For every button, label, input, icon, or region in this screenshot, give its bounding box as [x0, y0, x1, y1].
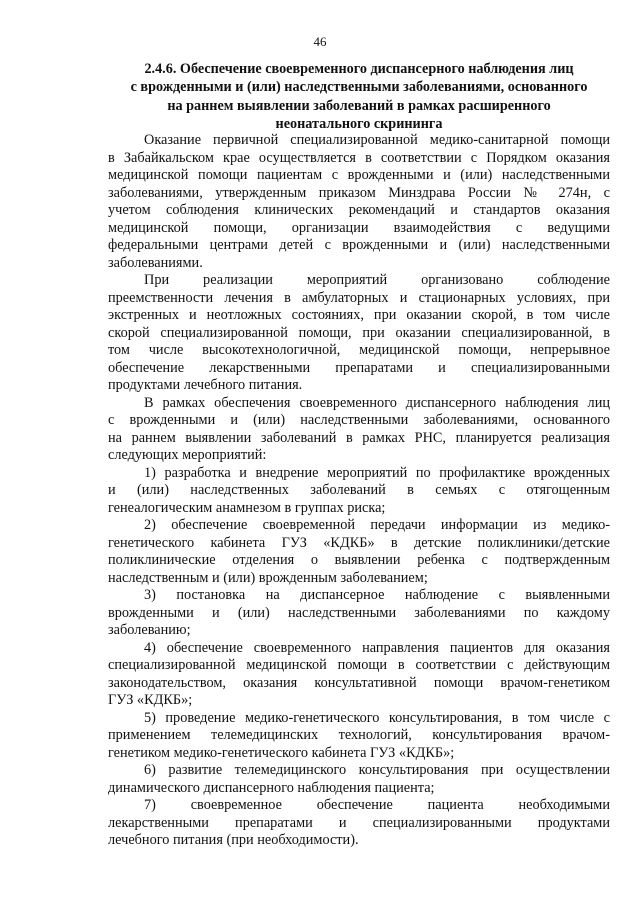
paragraph [108, 517, 610, 587]
paragraph-line: заболеваниями. [108, 254, 203, 271]
paragraph-line: 5) проведение медико-генетического консультирования, в том числе с [144, 709, 610, 726]
paragraph-line: продуктами лечебного питания. [108, 377, 303, 393]
paragraph-line: генетиком медико-генетического кабинета ГУЗ «КДКБ»; [108, 744, 455, 761]
paragraph-line: динамического диспансерного наблюдения пациента; [108, 779, 435, 796]
paragraph-line: 2) обеспечение своевременной передачи информации из медико- [144, 517, 610, 533]
paragraph-line: с врожденными и (или) наследственными заболеваниями, основанного [108, 412, 610, 428]
paragraph-line: специализированной медицинской помощи в соответствии с действующим [108, 657, 610, 673]
paragraph-line: генетического кабинета ГУЗ «КДКБ» в детские поликлиники/детские [108, 534, 610, 551]
paragraph-line: следующих мероприятий: [108, 447, 267, 463]
paragraph-line: Оказание первичной специализированной медико-санитарной помощи [144, 132, 610, 148]
paragraph-line: медицинской помощи, организации взаимодействия с ведущими [108, 219, 610, 236]
paragraph-line: экстренных и неотложных состояниях, при оказании скорой, в том числе [108, 307, 610, 323]
paragraph-line: 3) постановка на диспансерное наблюдение с выявленными [144, 587, 610, 603]
paragraph-line: в Забайкальском крае осуществляется в соответствии с Порядком оказания [108, 149, 610, 166]
paragraph-line: применением телемедицинских технологий, консультирования врачом- [108, 727, 610, 743]
paragraph-line: учетом соблюдения клинических рекомендаций и стандартов оказания [108, 202, 610, 218]
paragraph-line: преемственности лечения в амбулаторных и стационарных условиях, при [108, 289, 610, 306]
paragraph-line: лекарственными препаратами и специализированными продуктами [108, 814, 610, 831]
paragraph [108, 640, 610, 710]
paragraph-line: В рамках обеспечения своевременного диспансерного наблюдения лиц [144, 394, 610, 411]
paragraph-line: генеалогическим анамнезом в группах риска; [108, 499, 386, 516]
paragraph-line: поликлинические отделения о выявлении ребенка с подтвержденным [108, 552, 610, 568]
paragraph-line: врожденными и (или) наследственными заболеваниями по каждому [108, 604, 610, 621]
section-title-line: с врожденными и (или) наследственными заболеваниями, основанного [130, 79, 588, 96]
page-number: 46 [313, 34, 327, 49]
section-title-line: неонатального скрининга [275, 116, 443, 133]
paragraph-line: обеспечение лекарственными препаратами и специализированными [108, 359, 610, 376]
paragraph-line: федеральными центрами детей с врожденными и (или) наследственными [108, 237, 610, 253]
paragraph [108, 272, 610, 395]
paragraph-line: и (или) наследственных заболеваний в семьях с отягощенным [108, 482, 610, 498]
paragraph-line: заболеваниями, утвержденным приказом Минздрава России № 274н, с [108, 184, 610, 201]
section-title [108, 60, 610, 134]
paragraph-line: медицинской помощи пациентам с врожденными и (или) наследственными [108, 167, 610, 183]
paragraph-line: ГУЗ «КДКБ»; [108, 692, 193, 708]
paragraph-line: 1) разработка и внедрение мероприятий по профилактике врожденных [144, 464, 610, 481]
paragraph-line: 7) своевременное обеспечение пациента необходимыми [144, 797, 610, 813]
paragraph-line: том числе высокотехнологичной, медицинской помощи, непрерывное [108, 342, 610, 358]
paragraph-line: заболеванию; [108, 622, 191, 638]
paragraph-line: При реализации мероприятий организовано соблюдение [144, 272, 610, 288]
paragraph-line: лечебного питания (при необходимости). [108, 832, 359, 848]
paragraph [108, 797, 610, 850]
paragraph-line: законодательством, оказания консультативной помощи врачом-генетиком [108, 674, 610, 691]
paragraph [108, 587, 610, 640]
paragraph [108, 465, 610, 518]
paragraph-line: наследственным и (или) врожденным заболеванием; [108, 569, 428, 586]
paragraph [108, 710, 610, 763]
paragraph-line: 6) развитие телемедицинского консультирования при осуществлении [144, 762, 610, 778]
section-title-line: 2.4.6. Обеспечение своевременного диспансерного наблюдения лиц [144, 61, 574, 77]
body-text [108, 132, 610, 850]
paragraph-line: на раннем выявлении заболеваний в рамках РНС, планируется реализация [108, 429, 610, 446]
paragraph-line: скорой специализированной помощи, при оказании специализированной, в [108, 324, 610, 341]
section-title-line: на раннем выявлении заболеваний в рамках расширенного [167, 97, 551, 114]
paragraph [108, 762, 610, 797]
paragraph [108, 395, 610, 465]
paragraph [108, 132, 610, 272]
paragraph-line: 4) обеспечение своевременного направления пациентов для оказания [144, 639, 610, 656]
